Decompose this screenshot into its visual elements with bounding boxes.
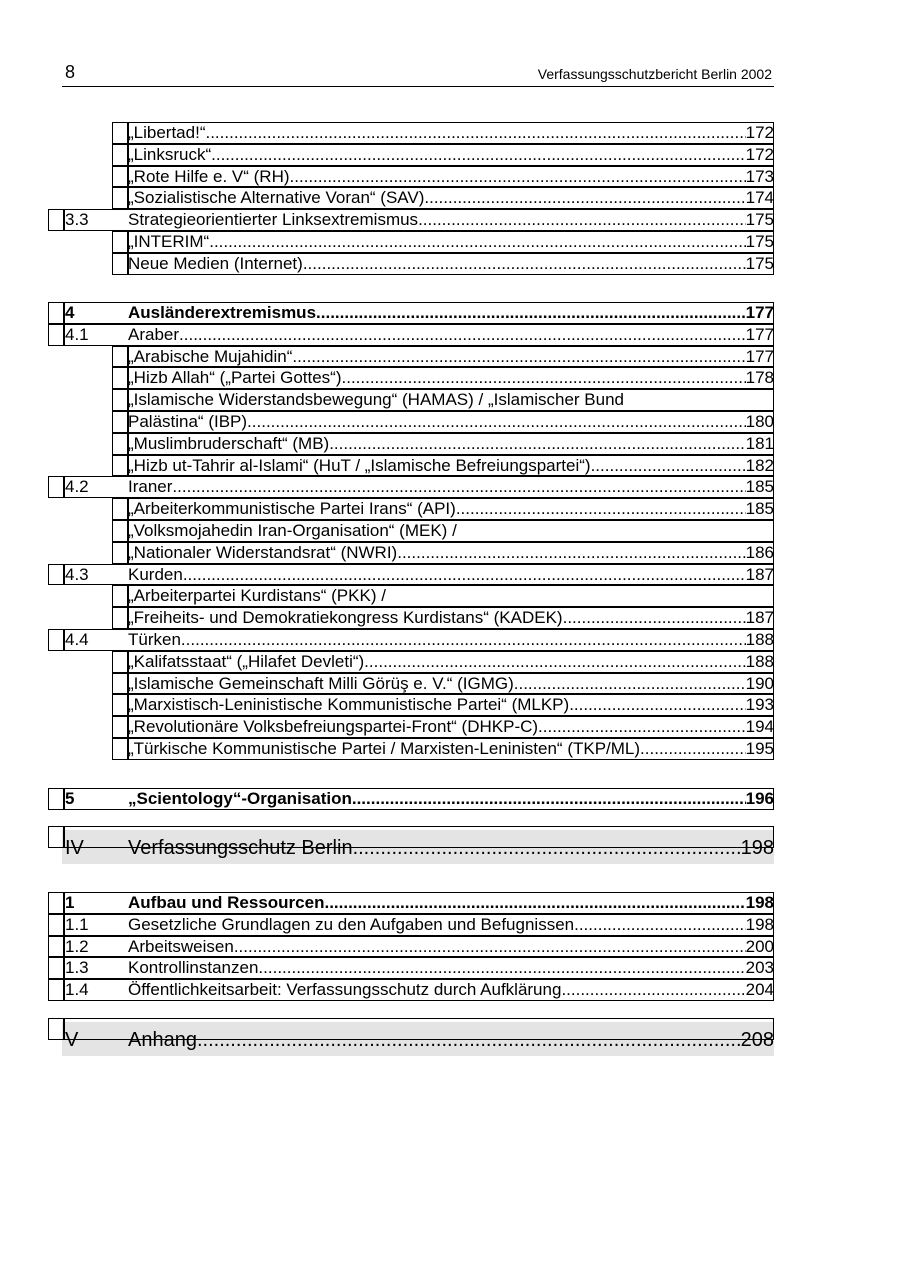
- entry-title: „Nationaler Widerstandsrat“ (NWRI): [128, 542, 398, 562]
- dot-leader: [197, 1026, 741, 1054]
- entry-line: [128, 166, 774, 188]
- entry-page: 187: [745, 608, 774, 628]
- entry-title: „Kalifatsstaat“ („Hilafet Devleti“): [128, 651, 365, 671]
- dot-leader: [234, 936, 746, 958]
- toc-subentry[interactable]: [0, 607, 900, 629]
- dot-leader: [181, 629, 746, 651]
- entry-number: 1.3: [65, 958, 89, 978]
- dot-leader: [179, 324, 746, 346]
- entry-title: „Linksruck“: [128, 144, 212, 164]
- dot-leader: [538, 716, 746, 738]
- entry-line: [128, 324, 774, 346]
- dot-leader: [292, 346, 745, 368]
- entry-title: „Türkische Kommunistische Partei / Marxisten-Leninisten“ (TKP/ML): [128, 739, 641, 758]
- entry-page: 190: [745, 673, 774, 693]
- toc-subentry[interactable]: [0, 585, 900, 607]
- entry-number: 1: [65, 893, 75, 912]
- dot-leader: [456, 498, 746, 520]
- dot-leader: [316, 302, 746, 324]
- entry-page: 185: [745, 499, 774, 519]
- entry-line: [128, 476, 774, 498]
- dot-leader: [352, 788, 746, 810]
- dot-leader: [640, 738, 746, 760]
- entry-page: 182: [745, 455, 774, 475]
- entry-title: Türken: [128, 630, 181, 649]
- page-header: [62, 62, 774, 87]
- entry-title: „Arbeiterpartei Kurdistans“ (PKK) /: [128, 586, 386, 606]
- entry-line: [128, 629, 774, 651]
- toc-subentry[interactable]: [0, 122, 900, 144]
- entry-line: [128, 694, 774, 716]
- entry-page: 186: [745, 542, 774, 562]
- entry-title: „Marxistisch-Leninistische Kommunistische Partei“ (MLKP): [128, 695, 570, 715]
- entry-title: „Hizb ut-Tahrir al-Islami“ (HuT / „Islamische Befreiungspartei“): [128, 455, 591, 475]
- entry-line: [128, 892, 774, 914]
- entry-line: [128, 914, 774, 936]
- entry-page: 187: [745, 564, 774, 584]
- section-line: [128, 834, 774, 862]
- toc-subentry[interactable]: [0, 433, 900, 455]
- entry-line: [128, 346, 774, 368]
- toc-subentry[interactable]: [0, 389, 900, 411]
- entry-page: 198: [745, 893, 774, 912]
- entry-title: Ausländerextremismus: [128, 303, 317, 322]
- entry-line: [128, 607, 774, 629]
- dot-leader: [209, 231, 745, 253]
- toc-subentry[interactable]: [0, 716, 900, 738]
- entry-number: 4.2: [65, 477, 89, 497]
- entry-page: 178: [745, 368, 774, 388]
- dot-leader: [303, 253, 746, 275]
- toc-entry[interactable]: [0, 788, 900, 810]
- entry-line: [128, 209, 774, 231]
- entry-title: „Arabische Mujahidin“: [128, 346, 293, 366]
- entry-number: 4.3: [65, 564, 89, 584]
- entry-line: [128, 651, 774, 673]
- entry-line: [128, 144, 774, 166]
- entry-line: [128, 302, 774, 324]
- toc-entry[interactable]: [0, 892, 900, 914]
- dot-leader: [329, 433, 745, 455]
- entry-title: „Scientology“-Organisation: [128, 789, 352, 808]
- entry-title: Öffentlichkeitsarbeit: Verfassungsschutz durch Aufklärung: [128, 980, 562, 1000]
- entry-line: [128, 585, 774, 607]
- toc-subentry[interactable]: [0, 187, 900, 209]
- entry-page: 175: [745, 210, 774, 230]
- entry-title: „Muslimbruderschaft“ (MB): [128, 433, 330, 453]
- toc-entry[interactable]: [0, 302, 900, 324]
- dot-leader: [172, 476, 745, 498]
- toc-subentry[interactable]: [0, 520, 900, 542]
- dot-leader: [574, 914, 746, 936]
- entry-title: Neue Medien (Internet): [128, 253, 303, 273]
- entry-page: 172: [745, 123, 774, 142]
- toc-entry[interactable]: [0, 629, 900, 651]
- entry-page: 185: [745, 477, 774, 497]
- toc-subentry[interactable]: [0, 542, 900, 564]
- entry-page: 174: [745, 188, 774, 208]
- entry-page: 177: [745, 346, 774, 366]
- entry-title: „Islamische Widerstandsbewegung“ (HAMAS) / „Islamischer Bund: [128, 390, 625, 410]
- entry-line: [128, 231, 774, 253]
- section-title: Anhang: [128, 1029, 197, 1051]
- toc-subentry[interactable]: [0, 673, 900, 695]
- entry-line: [128, 788, 774, 810]
- toc-subentry[interactable]: [0, 411, 900, 433]
- entry-title: „Revolutionäre Volksbefreiungspartei-Front“ (DHKP-C): [128, 717, 539, 737]
- entry-title: „Freiheits- und Demokratiekongress Kurdistans“ (KADEK): [128, 608, 563, 628]
- dot-leader: [205, 122, 745, 144]
- entry-title: Kontrollinstanzen: [128, 958, 259, 978]
- section-number: IV: [65, 837, 84, 859]
- dot-leader: [183, 564, 746, 586]
- entry-title: „Volksmojahedin Iran-Organisation“ (MEK) /: [128, 521, 457, 540]
- dot-leader: [514, 673, 746, 695]
- dot-leader: [397, 542, 745, 564]
- entry-title: Aufbau und Ressourcen: [128, 893, 325, 912]
- entry-line: [128, 187, 774, 209]
- entry-title: „Libertad!“: [128, 123, 206, 142]
- dot-leader: [247, 411, 746, 433]
- entry-page: 196: [745, 789, 774, 808]
- entry-page: 181: [745, 433, 774, 453]
- entry-line: [128, 936, 774, 958]
- entry-line: [128, 498, 774, 520]
- toc-entry[interactable]: [0, 324, 900, 346]
- toc-subentry[interactable]: [0, 346, 900, 368]
- toc-entry[interactable]: [0, 914, 900, 936]
- entry-page: 200: [745, 936, 774, 956]
- entry-number: 1.2: [65, 936, 89, 956]
- entry-title: „Arbeiterkommunistische Partei Irans“ (API): [128, 499, 456, 519]
- toc-entry[interactable]: [0, 564, 900, 586]
- entry-page: 172: [745, 144, 774, 164]
- entry-page: 173: [745, 166, 774, 186]
- toc-subentry[interactable]: [0, 253, 900, 275]
- toc-subentry[interactable]: [0, 455, 900, 477]
- entry-page: 193: [745, 695, 774, 715]
- dot-leader: [364, 651, 745, 673]
- entry-title: Strategieorientierter Linksextremismus: [128, 210, 419, 230]
- entry-page: 198: [745, 914, 774, 934]
- toc-subentry[interactable]: [0, 498, 900, 520]
- entry-line: [128, 455, 774, 477]
- entry-number: 4.4: [65, 630, 89, 649]
- dot-leader: [342, 367, 746, 389]
- toc-subentry[interactable]: [0, 367, 900, 389]
- entry-line: [128, 957, 774, 979]
- entry-page: 175: [745, 232, 774, 251]
- entry-title: „INTERIM“: [128, 232, 210, 251]
- dot-leader: [563, 607, 746, 629]
- toc-entry[interactable]: [0, 979, 900, 1001]
- page-number: 8: [65, 62, 76, 82]
- entry-page: 175: [745, 253, 774, 273]
- entry-line: [128, 389, 774, 411]
- dot-leader: [561, 979, 745, 1001]
- dot-leader: [353, 834, 741, 862]
- dot-leader: [569, 694, 745, 716]
- section-page: 198: [740, 837, 774, 859]
- section-heading[interactable]: [0, 1026, 900, 1054]
- dot-leader: [418, 209, 746, 231]
- entry-line: [128, 979, 774, 1001]
- entry-number: 4.1: [65, 324, 89, 344]
- entry-number: 4: [65, 303, 75, 322]
- entry-number: 1.4: [65, 980, 89, 1000]
- entry-title: „Islamische Gemeinschaft Milli Görüş e. V.“ (IGMG): [128, 673, 514, 693]
- toc-entry[interactable]: [0, 476, 900, 498]
- entry-page: 177: [745, 303, 774, 322]
- toc-subentry[interactable]: [0, 651, 900, 673]
- entry-page: 177: [745, 324, 774, 344]
- section-line: [128, 1026, 774, 1054]
- entry-title: Iraner: [128, 477, 173, 497]
- toc-subentry[interactable]: [0, 738, 900, 760]
- entry-title: Arbeitsweisen: [128, 936, 234, 956]
- entry-title: „Sozialistische Alternative Voran“ (SAV): [128, 188, 425, 208]
- entry-page: 188: [745, 651, 774, 671]
- toc-subentry[interactable]: [0, 694, 900, 716]
- section-heading[interactable]: [0, 834, 900, 862]
- entry-line: [128, 716, 774, 738]
- toc-entry[interactable]: [0, 209, 900, 231]
- dot-leader: [591, 455, 746, 477]
- section-number: V: [65, 1029, 79, 1051]
- entry-line: [128, 520, 774, 542]
- entry-title: Araber: [128, 324, 180, 344]
- entry-title: Palästina“ (IBP): [128, 412, 248, 431]
- entry-number: 3.3: [65, 210, 89, 230]
- running-title: Verfassungsschutzbericht Berlin 2002: [537, 66, 772, 82]
- dot-leader: [211, 144, 746, 166]
- entry-line: [128, 433, 774, 455]
- entry-title: Kurden: [128, 564, 183, 584]
- toc-subentry[interactable]: [0, 166, 900, 188]
- entry-title: „Hizb Allah“ („Partei Gottes“): [128, 368, 342, 388]
- entry-page: 204: [745, 980, 774, 1000]
- entry-line: [128, 411, 774, 433]
- entry-line: [128, 673, 774, 695]
- entry-line: [128, 122, 774, 144]
- entry-number: 1.1: [65, 914, 89, 934]
- toc-entry[interactable]: [0, 936, 900, 958]
- entry-line: [128, 738, 774, 760]
- section-title: Verfassungsschutz Berlin: [128, 837, 353, 859]
- entry-page: 194: [745, 717, 774, 737]
- entry-page: 203: [745, 958, 774, 978]
- entry-page: 188: [745, 630, 774, 649]
- toc-subentry[interactable]: [0, 144, 900, 166]
- dot-leader: [424, 187, 745, 209]
- dot-leader: [258, 957, 745, 979]
- entry-title: Gesetzliche Grundlagen zu den Aufgaben und Befugnissen: [128, 914, 575, 934]
- entry-line: [128, 564, 774, 586]
- entry-number: 5: [65, 789, 75, 808]
- entry-page: 180: [745, 412, 774, 431]
- entry-line: [128, 253, 774, 275]
- entry-title: „Rote Hilfe e. V“ (RH): [128, 166, 290, 186]
- toc-entry[interactable]: [0, 957, 900, 979]
- entry-line: [128, 367, 774, 389]
- dot-leader: [324, 892, 745, 914]
- toc-subentry[interactable]: [0, 231, 900, 253]
- entry-line: [128, 542, 774, 564]
- entry-page: 195: [745, 739, 774, 758]
- dot-leader: [290, 166, 746, 188]
- section-page: 208: [740, 1029, 774, 1051]
